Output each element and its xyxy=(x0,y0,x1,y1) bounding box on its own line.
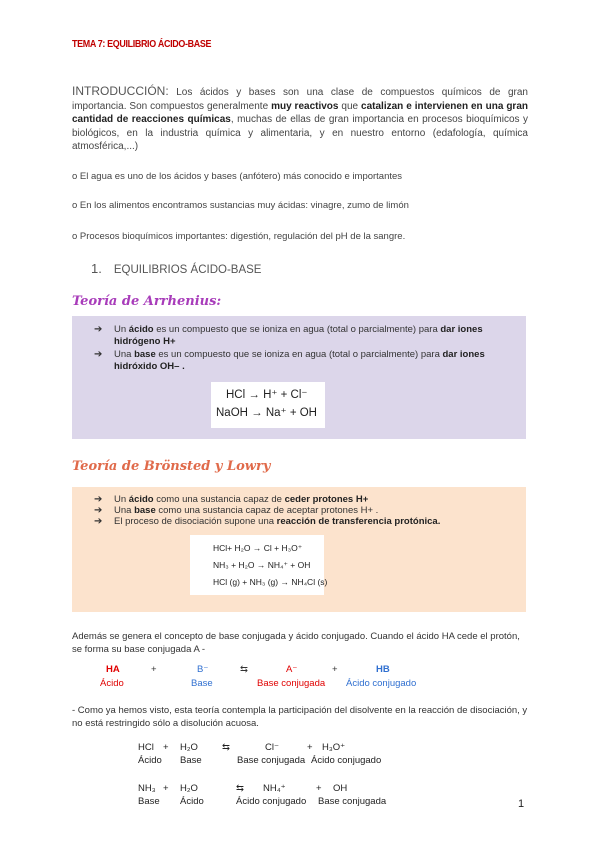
arrow-icon: ➔ xyxy=(94,516,103,527)
solvent-paragraph: - Como ya hemos visto, esta teoría contempla la participación del disolvente en la reacción de disociación, y no está restringido sólo a disolución acuosa. xyxy=(72,705,528,729)
arrhenius-box xyxy=(72,316,526,439)
ex2-nh4: NH₄⁺ xyxy=(263,783,286,794)
scheme-hb: HB xyxy=(376,664,390,675)
arrhenius-equations xyxy=(211,382,325,428)
label-conjugate-acid: Ácido conjugado xyxy=(346,678,417,689)
section-heading xyxy=(91,261,261,276)
label-base: Base xyxy=(191,678,213,689)
arrow-icon: ➔ xyxy=(94,324,103,335)
ex1-label-acid: Ácido xyxy=(138,755,162,766)
scheme-equilibrium-icon: ⇆ xyxy=(240,664,248,675)
arrhenius-acid: ➔ Un ácido es un compuesto que se ioniza en agua (total o parcialmente) para dar iones hidrógeno H+ xyxy=(94,324,483,347)
arrow-icon: ➔ xyxy=(94,349,103,360)
arrhenius-eq-1: HCl → H⁺ + Cl⁻ xyxy=(226,389,308,401)
ex2-plus-2: + xyxy=(316,783,322,794)
bronsted-equations xyxy=(190,535,328,595)
ex2-label-acid: Ácido xyxy=(180,796,204,807)
scheme-plus-2: + xyxy=(332,664,338,675)
ex2-label-conj-base: Base conjugada xyxy=(318,796,387,807)
bullet-3: o Procesos bioquímicos importantes: digestión, regulación del pH de la sangre. xyxy=(72,231,406,242)
ex1-label-base: Base xyxy=(180,755,202,766)
bronsted-base: ➔ Una base como una sustancia capaz de aceptar protones H+ . xyxy=(94,505,379,516)
bronsted-acid: ➔ Un ácido como una sustancia capaz de ceder protones H+ xyxy=(94,494,369,505)
ex1-h2o: H₂O xyxy=(180,742,198,753)
arrow-icon: ➔ xyxy=(94,494,103,505)
scheme-b: B⁻ xyxy=(197,664,209,675)
ex1-label-conj-base: Base conjugada xyxy=(237,755,306,766)
label-conjugate-base: Base conjugada xyxy=(257,678,326,689)
ex1-hcl: HCl xyxy=(138,742,154,753)
bullet-2: o En los alimentos encontramos sustancias muy ácidas: vinagre, zumo de limón xyxy=(72,200,409,211)
scheme-ha: HA xyxy=(106,664,120,675)
ex2-equilibrium-icon: ⇆ xyxy=(236,783,244,794)
ex2-nh3: NH₃ xyxy=(138,783,156,794)
arrhenius-title: Teoría de Arrhenius: xyxy=(72,294,222,309)
ex2-plus: + xyxy=(163,783,169,794)
section-title: EQUILIBRIOS ÁCIDO-BASE xyxy=(113,264,262,276)
ex1-label-conj-acid: Ácido conjugado xyxy=(311,755,382,766)
conjugate-paragraph: Además se genera el concepto de base conjugada y ácido conjugado. Cuando el ácido HA cede el protón, se forma su base conjugada A - xyxy=(72,631,520,655)
ex2-label-conj-acid: Ácido conjugado xyxy=(236,796,307,807)
ex2-label-base: Base xyxy=(138,796,160,807)
intro-text-3: , muchas de ellas de gran importancia en procesos bioquímicos y biológicos, en la industria química y alimentaria, y en nuestro entorno (edafología, química atmosférica,...) xyxy=(72,114,529,152)
arrhenius-eq-2: NaOH → Na⁺ + OH xyxy=(216,407,317,419)
label-acid: Ácido xyxy=(100,678,124,689)
ex2-h2o: H₂O xyxy=(180,783,198,794)
intro-bold-2: catalizan e intervienen en una gran cantidad de reacciones químicas xyxy=(72,100,528,125)
ex2-oh: OH xyxy=(333,783,348,794)
intro-text-1: Los ácidos y bases son una clase de compuestos químicos de gran importancia. Son compuestos generalmente xyxy=(72,87,528,112)
ex1-plus: + xyxy=(163,742,169,753)
arrow-icon: ➔ xyxy=(94,505,103,516)
bronsted-title: Teoría de Brönsted y Lowry xyxy=(72,459,271,474)
bronsted-eq-1: HCl+ H₂O → Cl + H₃O⁺ xyxy=(213,543,303,553)
ex1-cl: Cl⁻ xyxy=(265,742,279,753)
bronsted-eq-3: HCl (g) + NH₃ (g) → NH₄Cl (s) xyxy=(213,577,328,587)
intro-text-2: que xyxy=(338,100,362,112)
intro-lead: INTRODUCCIÓN: xyxy=(72,84,169,98)
intro-paragraph xyxy=(72,85,528,154)
section-number: 1. xyxy=(91,261,102,276)
arrhenius-base: ➔ Una base es un compuesto que se ioniza en agua (total o parcialmente) para dar iones hidróxido OH– . xyxy=(94,349,485,372)
scheme-plus-1: + xyxy=(151,664,157,675)
scheme-a: A⁻ xyxy=(286,664,298,675)
bronsted-box xyxy=(72,487,526,612)
header-title: TEMA 7: EQUILIBRIO ÁCIDO-BASE xyxy=(72,38,212,50)
bronsted-eq-2: NH₃ + H₂O → NH₄⁺ + OH xyxy=(213,560,311,570)
ex1-plus-2: + xyxy=(307,742,313,753)
ex1-equilibrium-icon: ⇆ xyxy=(222,742,230,753)
page-number: 1 xyxy=(518,798,525,810)
bullet-1: o El agua es uno de los ácidos y bases (anfótero) más conocido e importantes xyxy=(72,171,403,182)
intro-bold-1: muy reactivos xyxy=(271,100,339,112)
ex1-h3o: H₃O⁺ xyxy=(322,742,346,753)
bronsted-process: ➔ El proceso de disociación supone una reacción de transferencia protónica. xyxy=(94,516,441,527)
